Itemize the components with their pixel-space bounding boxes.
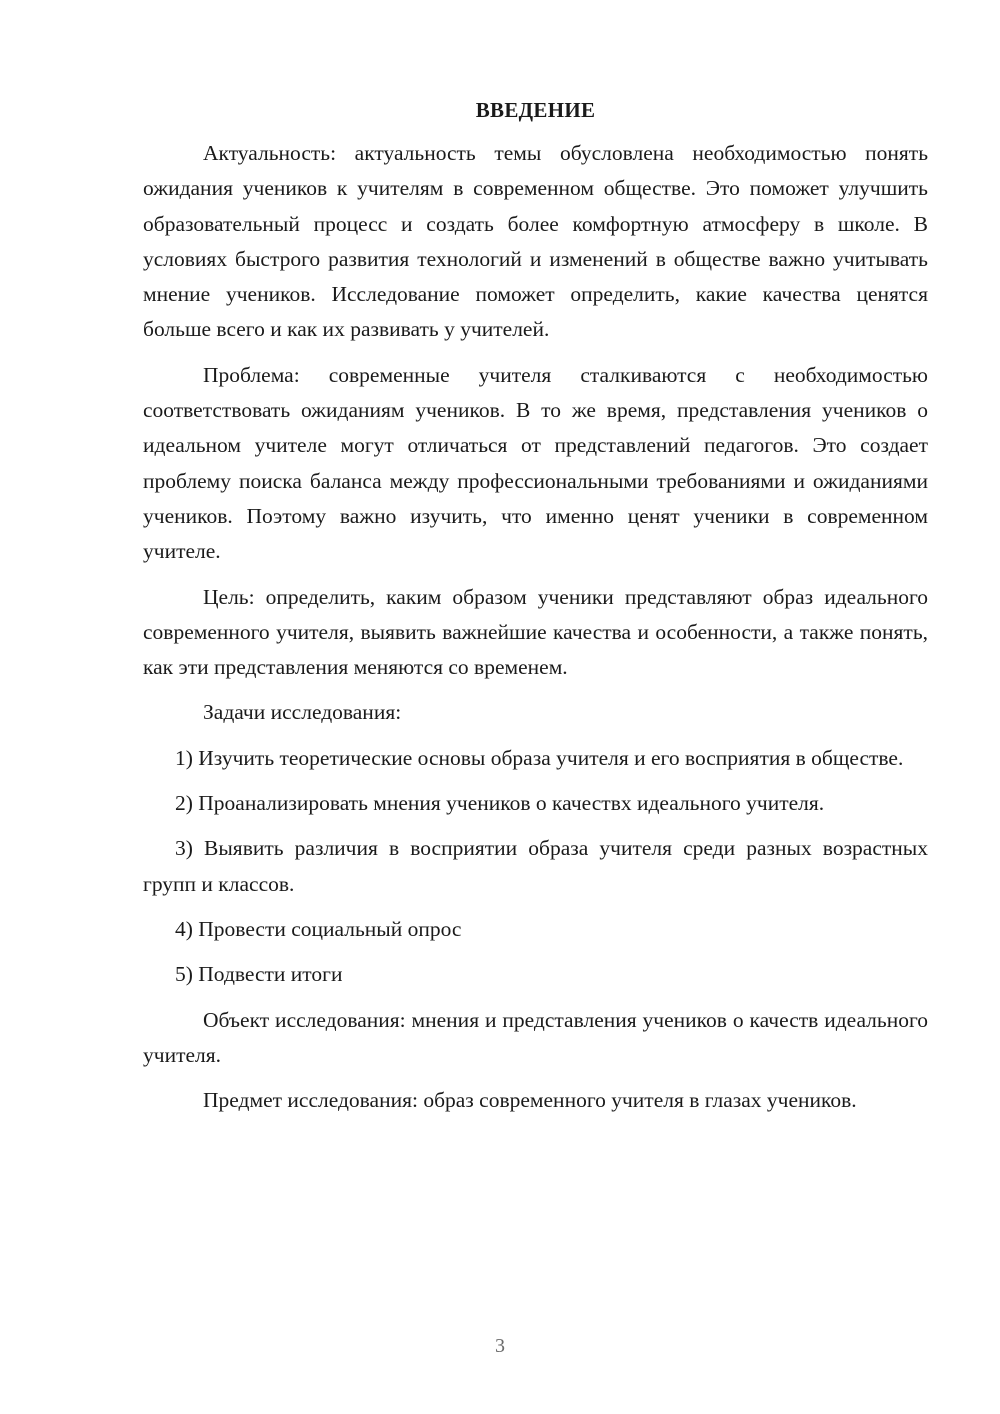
relevance-paragraph: Актуальность: актуальность темы обусловлена необходимостью понять ожидания учеников к учителям в современном обществе. Это поможет улучшить образовательный процесс и создать более комфортную атмосферу в школе. В условиях быстрого развития технологий и изменений в обществе важно учитывать мнение учеников. Исследование поможет определить, какие качества ценятся больше всего и как их развивать у учителей. — [143, 141, 928, 342]
problem-paragraph: Проблема: современные учителя сталкиваются с необходимостью соответствовать ожиданиям учеников. В то же время, представления учеников о идеальном учителе могут отличаться от представлений педагогов. Это создает проблему поиска баланса между профессиональными требованиями и ожиданиями учеников. Поэтому важно изучить, что именно ценят ученики в современном учителе. — [143, 362, 928, 564]
task-item-2: 2) Проанализировать мнения учеников о качествх идеального учителя. — [175, 791, 825, 816]
document-page — [143, 96, 928, 1128]
task-item-5: 5) Подвести итоги — [175, 962, 343, 987]
tasks-list — [143, 741, 928, 993]
subject-paragraph: Предмет исследования: образ современного учителя в глазах учеников. — [203, 1088, 857, 1113]
task-item-3: 3) Выявить различия в восприятии образа учителя среди разных возрастных групп и классов. — [143, 836, 928, 896]
object-paragraph: Объект исследования: мнения и представления учеников о качеств идеального учителя. — [143, 1007, 928, 1067]
page-number: 3 — [495, 1335, 505, 1357]
section-heading: ВВЕДЕНИЕ — [475, 98, 596, 122]
task-item-1: 1) Изучить теоретические основы образа учителя и его восприятия в обществе. — [175, 745, 904, 770]
task-item-4: 4) Провести социальный опрос — [175, 916, 462, 941]
tasks-title: Задачи исследования: — [203, 700, 402, 725]
goal-paragraph: Цель: определить, каким образом ученики представляют образ идеального современного учителя, выявить важнейшие качества и особенности, а также понять, как эти представления меняются со временем. — [143, 584, 928, 680]
